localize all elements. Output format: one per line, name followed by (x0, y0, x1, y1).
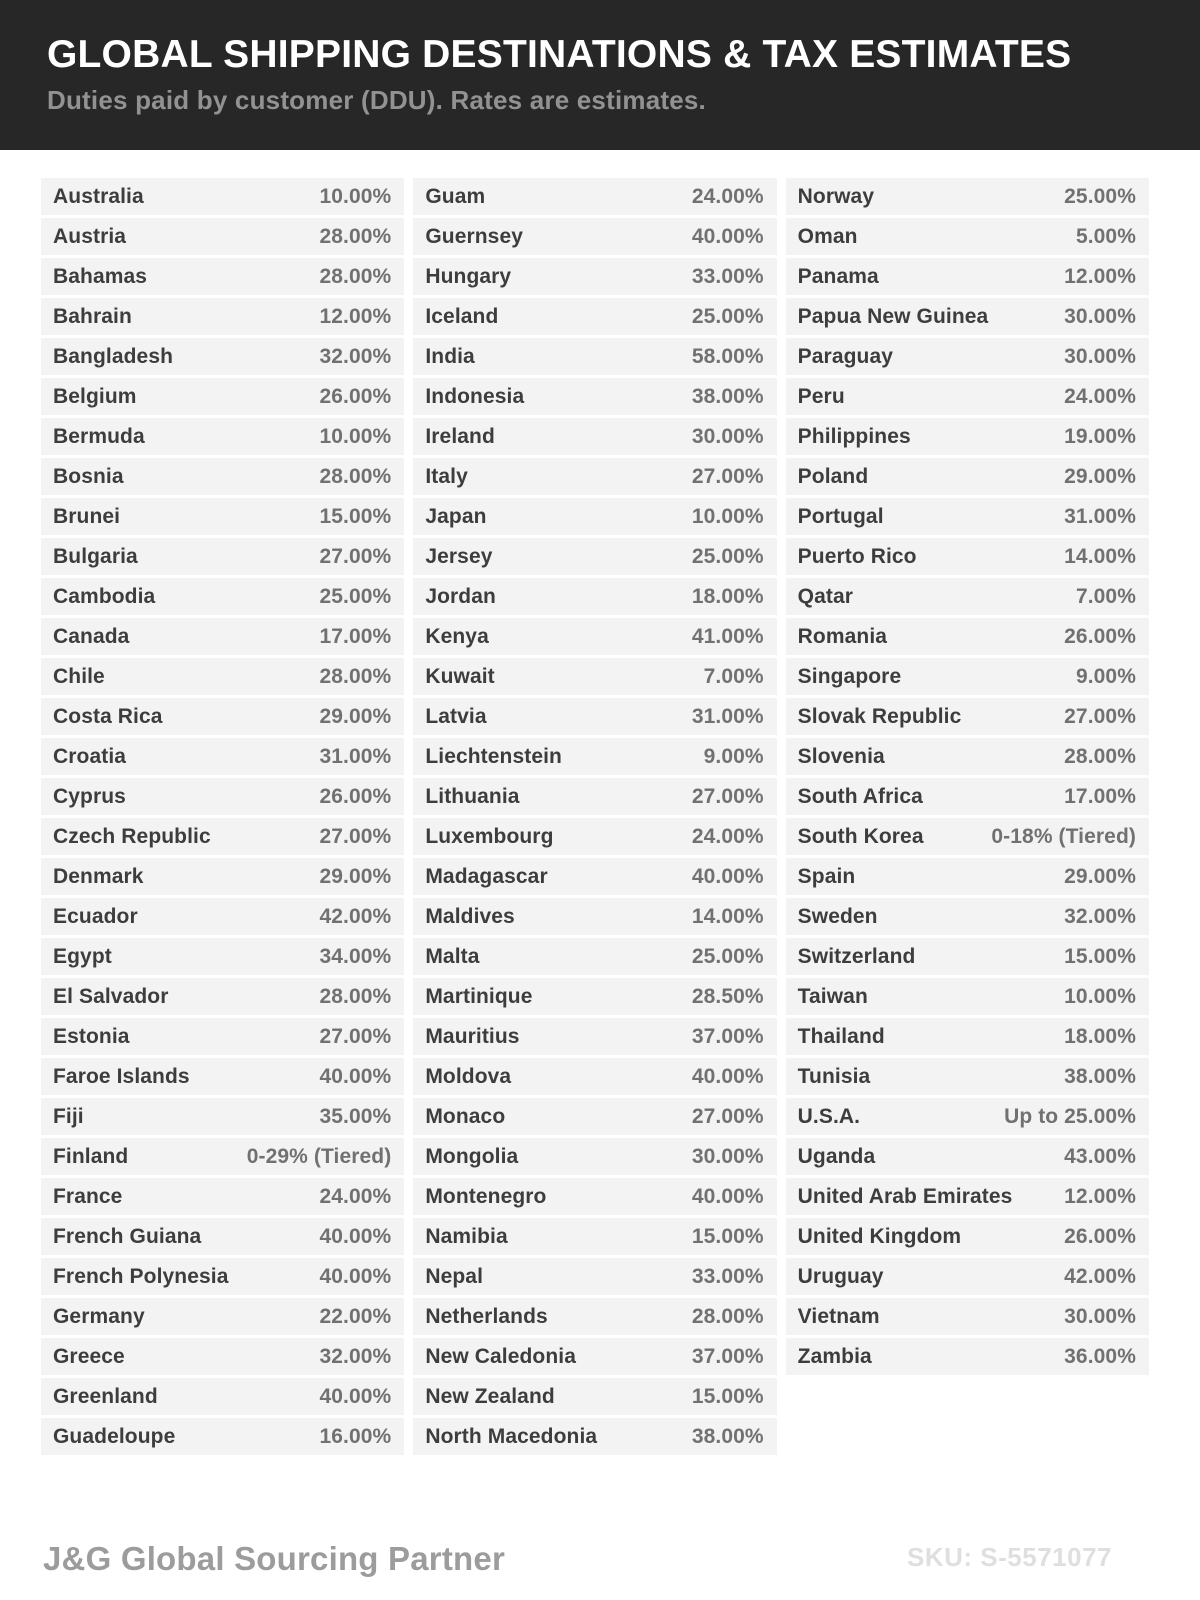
country-name: Jordan (425, 584, 496, 608)
tax-rate: 15.00% (1064, 944, 1136, 968)
country-name: Uganda (797, 1144, 876, 1168)
table-row (786, 418, 1149, 455)
tax-rate: 9.00% (703, 744, 764, 768)
table-row (786, 938, 1149, 975)
table-row (413, 1338, 776, 1375)
tax-rate: 40.00% (691, 864, 764, 888)
table-row (41, 778, 404, 815)
tax-rate: 40.00% (691, 1064, 764, 1088)
country-name: Egypt (53, 944, 112, 968)
country-name: Madagascar (425, 864, 548, 888)
country-name: Portugal (797, 504, 884, 528)
table-row (786, 1018, 1149, 1055)
table-row (413, 218, 776, 255)
tax-rate: 40.00% (691, 1184, 764, 1208)
tax-rate: 28.00% (319, 984, 392, 1008)
table-row (786, 738, 1149, 775)
country-name: Liechtenstein (425, 744, 562, 768)
table-row (786, 778, 1149, 815)
country-name: French Guiana (53, 1224, 202, 1248)
country-name: Poland (797, 464, 869, 488)
country-name: Costa Rica (53, 704, 163, 728)
country-name: Cyprus (53, 784, 126, 808)
country-name: French Polynesia (53, 1264, 229, 1288)
table-row (413, 1258, 776, 1295)
country-name: Denmark (53, 864, 144, 888)
country-name: Slovenia (797, 744, 885, 768)
table-row (786, 1138, 1149, 1175)
country-name: Romania (797, 624, 888, 648)
country-name: Slovak Republic (797, 704, 962, 728)
tax-rate: 27.00% (319, 824, 392, 848)
tax-rate: 28.00% (1064, 744, 1136, 768)
tax-rate: 25.00% (691, 944, 764, 968)
table-row (413, 1178, 776, 1215)
country-name: Cambodia (53, 584, 156, 608)
table-row (41, 658, 404, 695)
tax-rate: 15.00% (691, 1224, 764, 1248)
table-row (786, 538, 1149, 575)
tax-rate: 15.00% (691, 1384, 764, 1408)
country-name: Spain (797, 864, 856, 888)
country-name: Japan (425, 504, 487, 528)
country-name: El Salvador (53, 984, 169, 1008)
country-name: Taiwan (797, 984, 868, 1008)
table-row (413, 898, 776, 935)
tax-rate: 24.00% (691, 824, 764, 848)
tax-rate: 31.00% (319, 744, 392, 768)
tax-rate: 25.00% (691, 304, 764, 328)
table-row (786, 258, 1149, 295)
country-name: Bahamas (53, 264, 148, 288)
page-header (0, 0, 1200, 150)
table-row (786, 618, 1149, 655)
country-name: Fiji (53, 1104, 84, 1128)
rate-column-2 (413, 178, 776, 1458)
tax-rate: 9.00% (1075, 664, 1136, 688)
country-name: Sweden (797, 904, 878, 928)
table-row (786, 578, 1149, 615)
table-row (786, 1298, 1149, 1335)
country-name: Peru (797, 384, 845, 408)
table-row (786, 498, 1149, 535)
tax-rate: 26.00% (319, 784, 392, 808)
tax-rate: 25.00% (319, 584, 392, 608)
table-row (413, 418, 776, 455)
country-name: Philippines (797, 424, 911, 448)
tax-rate: 29.00% (1064, 464, 1136, 488)
table-row (413, 978, 776, 1015)
tax-rate: 7.00% (1075, 584, 1136, 608)
country-name: United Arab Emirates (797, 1184, 1013, 1208)
table-row (413, 1138, 776, 1175)
table-row (413, 1098, 776, 1135)
table-row (413, 578, 776, 615)
tax-rate: 37.00% (691, 1024, 764, 1048)
country-name: Bahrain (53, 304, 132, 328)
table-row (786, 1098, 1149, 1135)
tax-rate: 19.00% (1064, 424, 1136, 448)
table-row (786, 898, 1149, 935)
tax-rate: 18.00% (1064, 1024, 1136, 1048)
table-row (413, 1418, 776, 1455)
country-name: France (53, 1184, 123, 1208)
tax-rate: 31.00% (1064, 504, 1136, 528)
table-row (413, 338, 776, 375)
table-row (41, 1418, 404, 1455)
tax-rate: 28.00% (319, 664, 392, 688)
tax-rate: 28.00% (319, 264, 392, 288)
tax-rate: 0-29% (Tiered) (246, 1144, 392, 1168)
table-row (786, 378, 1149, 415)
tax-rate: 29.00% (1064, 864, 1136, 888)
table-row (41, 858, 404, 895)
tax-rate: 58.00% (691, 344, 764, 368)
country-name: Maldives (425, 904, 515, 928)
table-row (786, 178, 1149, 215)
country-name: Norway (797, 184, 875, 208)
table-row (413, 618, 776, 655)
table-row (41, 1258, 404, 1295)
tax-rate: 40.00% (319, 1064, 392, 1088)
country-name: Monaco (425, 1104, 506, 1128)
tax-rate: 42.00% (1064, 1264, 1136, 1288)
tax-rate: 32.00% (319, 1344, 392, 1368)
country-name: Greenland (53, 1384, 158, 1408)
tax-rate: 12.00% (1064, 264, 1136, 288)
tax-rate: 35.00% (319, 1104, 392, 1128)
country-name: Uruguay (797, 1264, 884, 1288)
country-name: Netherlands (425, 1304, 548, 1328)
table-row (41, 818, 404, 855)
table-row (786, 1178, 1149, 1215)
country-name: Guernsey (425, 224, 524, 248)
table-row (413, 818, 776, 855)
table-row (41, 1018, 404, 1055)
country-name: U.S.A. (797, 1104, 861, 1128)
country-name: Zambia (797, 1344, 872, 1368)
country-name: Paraguay (797, 344, 894, 368)
tax-rate: 16.00% (319, 1424, 392, 1448)
table-row (41, 738, 404, 775)
country-name: South Africa (797, 784, 923, 808)
tax-rate: 30.00% (691, 1144, 764, 1168)
country-name: Chile (53, 664, 105, 688)
country-name: Switzerland (797, 944, 916, 968)
table-row (41, 1298, 404, 1335)
tax-rate: 0-18% (Tiered) (991, 824, 1136, 848)
country-name: Vietnam (797, 1304, 880, 1328)
sku-label: SKU: S-5571077 (907, 1542, 1112, 1572)
table-row (786, 658, 1149, 695)
country-name: Moldova (425, 1064, 512, 1088)
table-row (41, 698, 404, 735)
table-row (41, 1178, 404, 1215)
country-name: Bermuda (53, 424, 145, 448)
tax-rate-table (0, 150, 1200, 1458)
table-row (413, 738, 776, 775)
country-name: Brunei (53, 504, 121, 528)
country-name: Greece (53, 1344, 125, 1368)
tax-rate: 30.00% (691, 424, 764, 448)
tax-rate: 42.00% (319, 904, 392, 928)
country-name: Panama (797, 264, 879, 288)
table-row (413, 858, 776, 895)
tax-rate: 5.00% (1075, 224, 1136, 248)
table-row (413, 298, 776, 335)
country-name: Luxembourg (425, 824, 554, 848)
tax-rate: 10.00% (691, 504, 764, 528)
table-row (413, 258, 776, 295)
page-title: GLOBAL SHIPPING DESTINATIONS & TAX ESTIMATES (47, 33, 1072, 76)
tax-rate: 27.00% (1064, 704, 1136, 728)
page-subtitle: Duties paid by customer (DDU). Rates are estimates. (47, 84, 706, 115)
table-row (41, 1098, 404, 1135)
country-name: Nepal (425, 1264, 484, 1288)
table-row (41, 418, 404, 455)
rate-column-1 (41, 178, 404, 1458)
country-name: Bangladesh (53, 344, 174, 368)
tax-rate: 7.00% (703, 664, 764, 688)
country-name: Czech Republic (53, 824, 211, 848)
tax-rate: 15.00% (319, 504, 392, 528)
table-row (41, 1338, 404, 1375)
tax-rate: 24.00% (1064, 384, 1136, 408)
table-row (41, 978, 404, 1015)
table-row (413, 538, 776, 575)
table-row (413, 178, 776, 215)
country-name: Martinique (425, 984, 533, 1008)
tax-rate: 10.00% (1064, 984, 1136, 1008)
country-name: Germany (53, 1304, 145, 1328)
country-name: Malta (425, 944, 480, 968)
country-name: Oman (797, 224, 858, 248)
country-name: Namibia (425, 1224, 508, 1248)
tax-rate: Up to 25.00% (1004, 1104, 1136, 1128)
table-row (413, 1378, 776, 1415)
tax-rate: 36.00% (1064, 1344, 1136, 1368)
country-name: Belgium (53, 384, 137, 408)
tax-rate: 26.00% (1064, 1224, 1136, 1248)
country-name: Qatar (797, 584, 854, 608)
country-name: Estonia (53, 1024, 130, 1048)
table-row (41, 178, 404, 215)
country-name: Austria (53, 224, 127, 248)
tax-rate: 40.00% (319, 1264, 392, 1288)
country-name: New Zealand (425, 1384, 555, 1408)
country-name: Mongolia (425, 1144, 519, 1168)
table-row (413, 658, 776, 695)
country-name: Australia (53, 184, 144, 208)
table-row (41, 1138, 404, 1175)
table-row (41, 258, 404, 295)
table-row (41, 378, 404, 415)
table-row (41, 1218, 404, 1255)
table-row (41, 618, 404, 655)
table-row (41, 458, 404, 495)
country-name: Puerto Rico (797, 544, 917, 568)
country-name: Thailand (797, 1024, 885, 1048)
tax-rate: 33.00% (691, 1264, 764, 1288)
country-name: Finland (53, 1144, 129, 1168)
tax-rate: 27.00% (691, 784, 764, 808)
table-row (413, 458, 776, 495)
country-name: Canada (53, 624, 130, 648)
country-name: Ireland (425, 424, 495, 448)
table-row (413, 378, 776, 415)
country-name: Papua New Guinea (797, 304, 989, 328)
tax-rate: 38.00% (691, 1424, 764, 1448)
tax-rate: 14.00% (1064, 544, 1136, 568)
tax-rate: 28.50% (691, 984, 764, 1008)
tax-rate: 27.00% (691, 464, 764, 488)
tax-rate: 38.00% (691, 384, 764, 408)
tax-rate: 30.00% (1064, 1304, 1136, 1328)
tax-rate: 28.00% (319, 464, 392, 488)
country-name: Bulgaria (53, 544, 138, 568)
tax-rate: 10.00% (319, 184, 392, 208)
country-name: Kuwait (425, 664, 495, 688)
brand-name: J&G Global Sourcing Partner (43, 1540, 505, 1577)
country-name: Ecuador (53, 904, 138, 928)
country-name: Guadeloupe (53, 1424, 176, 1448)
country-name: Kenya (425, 624, 489, 648)
country-name: Lithuania (425, 784, 520, 808)
tax-rate: 31.00% (691, 704, 764, 728)
tax-rate: 30.00% (1064, 304, 1136, 328)
table-row (413, 1058, 776, 1095)
tax-rate: 28.00% (691, 1304, 764, 1328)
tax-rate: 25.00% (691, 544, 764, 568)
table-row (41, 938, 404, 975)
table-row (786, 298, 1149, 335)
tax-rate: 32.00% (1064, 904, 1136, 928)
tax-rate: 24.00% (691, 184, 764, 208)
table-row (786, 978, 1149, 1015)
table-row (786, 1338, 1149, 1375)
table-row (786, 1218, 1149, 1255)
page-footer (43, 1540, 1112, 1578)
tax-rate: 27.00% (319, 544, 392, 568)
tax-rate: 10.00% (319, 424, 392, 448)
table-row (41, 338, 404, 375)
tax-rate: 28.00% (319, 224, 392, 248)
table-row (786, 1058, 1149, 1095)
country-name: Hungary (425, 264, 512, 288)
country-name: United Kingdom (797, 1224, 962, 1248)
rate-column-3 (786, 178, 1149, 1378)
tax-rate: 40.00% (319, 1384, 392, 1408)
tax-rate: 12.00% (319, 304, 392, 328)
tax-rate: 34.00% (319, 944, 392, 968)
country-name: Iceland (425, 304, 499, 328)
table-row (41, 218, 404, 255)
country-name: Mauritius (425, 1024, 520, 1048)
country-name: Tunisia (797, 1064, 871, 1088)
table-row (413, 778, 776, 815)
table-row (786, 818, 1149, 855)
tax-rate: 37.00% (691, 1344, 764, 1368)
tax-rate: 25.00% (1064, 184, 1136, 208)
tax-rate: 18.00% (691, 584, 764, 608)
table-row (41, 1058, 404, 1095)
country-name: New Caledonia (425, 1344, 576, 1368)
table-row (786, 1258, 1149, 1295)
table-row (413, 1298, 776, 1335)
tax-rate: 27.00% (691, 1104, 764, 1128)
table-row (413, 938, 776, 975)
table-row (41, 578, 404, 615)
table-row (41, 1378, 404, 1415)
table-row (413, 1018, 776, 1055)
table-row (41, 538, 404, 575)
table-row (786, 858, 1149, 895)
tax-rate: 22.00% (319, 1304, 392, 1328)
tax-rate: 40.00% (691, 224, 764, 248)
tax-rate: 12.00% (1064, 1184, 1136, 1208)
table-row (41, 898, 404, 935)
tax-rate: 26.00% (1064, 624, 1136, 648)
tax-rate: 38.00% (1064, 1064, 1136, 1088)
tax-rate: 41.00% (691, 624, 764, 648)
country-name: Italy (425, 464, 468, 488)
tax-rate: 43.00% (1064, 1144, 1136, 1168)
country-name: Singapore (797, 664, 902, 688)
tax-rate: 17.00% (1064, 784, 1136, 808)
tax-rate: 40.00% (319, 1224, 392, 1248)
tax-rate: 33.00% (691, 264, 764, 288)
country-name: North Macedonia (425, 1424, 598, 1448)
tax-rate: 27.00% (319, 1024, 392, 1048)
country-name: South Korea (797, 824, 924, 848)
table-row (413, 498, 776, 535)
tax-rate: 30.00% (1064, 344, 1136, 368)
country-name: Latvia (425, 704, 487, 728)
country-name: Indonesia (425, 384, 525, 408)
tax-rate: 29.00% (319, 864, 392, 888)
tax-rate: 24.00% (319, 1184, 392, 1208)
country-name: Faroe Islands (53, 1064, 190, 1088)
country-name: Montenegro (425, 1184, 547, 1208)
tax-rate: 29.00% (319, 704, 392, 728)
country-name: Jersey (425, 544, 493, 568)
table-row (413, 1218, 776, 1255)
table-row (413, 698, 776, 735)
country-name: Bosnia (53, 464, 124, 488)
country-name: India (425, 344, 475, 368)
country-name: Croatia (53, 744, 127, 768)
table-row (786, 698, 1149, 735)
tax-rate: 32.00% (319, 344, 392, 368)
table-row (41, 298, 404, 335)
tax-rate: 26.00% (319, 384, 392, 408)
table-row (786, 458, 1149, 495)
country-name: Guam (425, 184, 486, 208)
table-row (786, 218, 1149, 255)
tax-rate: 17.00% (319, 624, 392, 648)
table-row (786, 338, 1149, 375)
tax-rate: 14.00% (691, 904, 764, 928)
table-row (41, 498, 404, 535)
